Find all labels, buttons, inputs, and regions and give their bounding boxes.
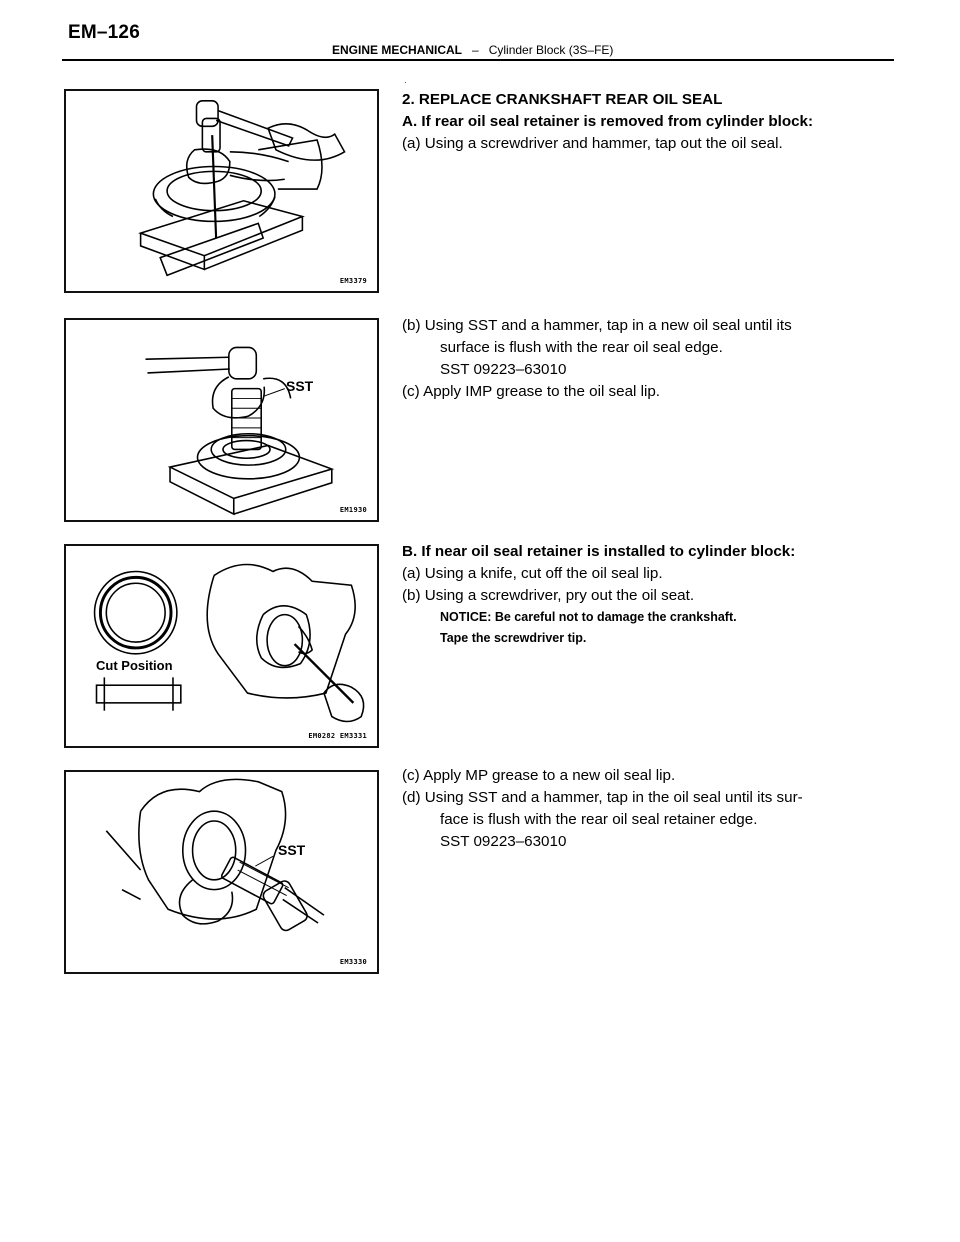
notice-line-1: NOTICE: Be careful not to damage the crankshaft.	[440, 610, 737, 624]
illustration-cut-seal	[66, 546, 377, 746]
part-a-item-b-sst: SST 09223–63010	[440, 361, 567, 378]
sst-label: SST	[278, 842, 306, 858]
step-heading: 2. REPLACE CRANKSHAFT REAR OIL SEAL	[402, 91, 723, 108]
stray-mark: ·	[404, 78, 407, 87]
section-title: ENGINE MECHANICAL	[332, 43, 463, 57]
part-b-item-c: (c) Apply MP grease to a new oil seal lip.	[402, 767, 676, 784]
figure-code: EM3379	[339, 277, 367, 285]
part-a-item-b-cont: surface is flush with the rear oil seal edge.	[440, 339, 723, 356]
part-b-heading: B. If near oil seal retainer is installed to cylinder block:	[402, 543, 796, 560]
part-b-item-d-cont: face is flush with the rear oil seal retainer edge.	[440, 811, 758, 828]
part-b-item-d: (d) Using SST and a hammer, tap in the oil seal until its sur-	[402, 789, 803, 806]
part-b-install	[402, 765, 902, 853]
part-a-item-c: (c) Apply IMP grease to the oil seal lip.	[402, 383, 661, 400]
part-a-item-a: (a) Using a screwdriver and hammer, tap out the oil seal.	[402, 135, 783, 152]
figure-cut-seal	[64, 544, 379, 748]
header-separator: –	[472, 43, 479, 57]
part-a-install	[402, 315, 902, 403]
figure-code: EM0282 EM3331	[308, 732, 367, 740]
subsection-title: Cylinder Block (3S–FE)	[488, 43, 614, 57]
figure-tap-in-seal	[64, 318, 379, 522]
sst-label: SST	[286, 378, 314, 394]
part-b-remove	[402, 541, 902, 649]
illustration-tap-out-seal	[66, 91, 377, 291]
part-b-item-a: (a) Using a knife, cut off the oil seal lip.	[402, 565, 663, 582]
page-number: EM–126	[68, 22, 140, 43]
step-2-intro	[402, 89, 902, 155]
part-a-heading: A. If rear oil seal retainer is removed from cylinder block:	[402, 113, 814, 130]
part-b-item-d-sst: SST 09223–63010	[440, 833, 567, 850]
header-rule	[62, 59, 894, 61]
figure-tap-out-seal	[64, 89, 379, 293]
figure-install-seal	[64, 770, 379, 974]
illustration-install-seal	[66, 772, 377, 972]
cut-position-label: Cut Position	[96, 658, 173, 673]
figure-code: EM1930	[339, 506, 367, 514]
figure-code: EM3330	[339, 958, 367, 966]
illustration-tap-in-seal	[66, 320, 377, 520]
part-b-item-b: (b) Using a screwdriver, pry out the oil seat.	[402, 587, 695, 604]
notice-line-2: Tape the screwdriver tip.	[440, 631, 587, 645]
part-a-item-b: (b) Using SST and a hammer, tap in a new oil seal until its	[402, 317, 792, 334]
running-header	[332, 43, 613, 57]
